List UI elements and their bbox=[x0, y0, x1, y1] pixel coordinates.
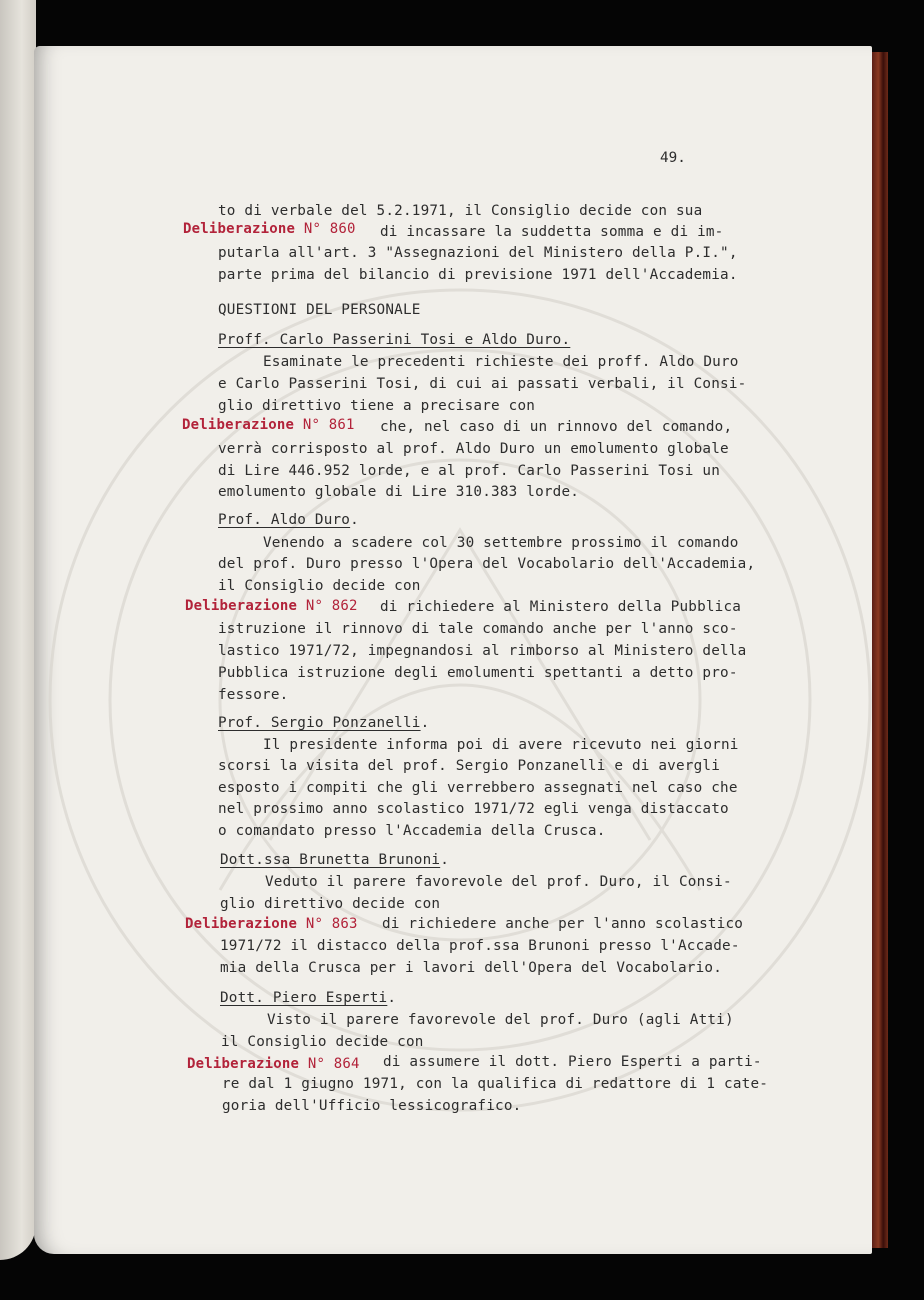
body-line: e Carlo Passerini Tosi, di cui ai passati verbali, il Consi- bbox=[218, 376, 747, 392]
body-line: goria dell'Ufficio lessicografico. bbox=[222, 1098, 522, 1114]
body-line: il Consiglio decide con bbox=[221, 1034, 424, 1050]
book-cover-edge bbox=[872, 52, 888, 1248]
body-line: fessore. bbox=[218, 687, 289, 703]
body-line: Esaminate le precedenti richieste dei proff. Aldo Duro bbox=[263, 354, 739, 370]
intro-line-1: to di verbale del 5.2.1971, il Consiglio decide con sua bbox=[218, 203, 703, 219]
body-line: 1971/72 il distacco della prof.ssa Brunoni presso l'Accade- bbox=[220, 938, 740, 954]
heading-ponzanelli: Prof. Sergio Ponzanelli. bbox=[218, 715, 430, 731]
body-line: che, nel caso di un rinnovo del comando, bbox=[380, 419, 733, 435]
body-line: nel prossimo anno scolastico 1971/72 egli venga distaccato bbox=[218, 801, 729, 817]
body-line: Il presidente informa poi di avere ricevuto nei giorni bbox=[263, 737, 739, 753]
heading-esperti: Dott. Piero Esperti. bbox=[220, 990, 397, 1006]
deliberation-label-863: Deliberazione N° 863 bbox=[185, 916, 358, 932]
body-line: di richiedere al Ministero della Pubblica bbox=[380, 599, 742, 615]
body-line: di richiedere anche per l'anno scolastico bbox=[382, 916, 744, 932]
deliberation-label-860: Deliberazione N° 860 bbox=[183, 221, 356, 237]
body-line: istruzione il rinnovo di tale comando anche per l'anno sco- bbox=[218, 621, 738, 637]
body-line: verrà corrisposto al prof. Aldo Duro un emolumento globale bbox=[218, 441, 729, 457]
body-line: del prof. Duro presso l'Opera del Vocabolario dell'Accademia, bbox=[218, 556, 756, 572]
body-line: mia della Crusca per i lavori dell'Opera del Vocabolario. bbox=[220, 960, 723, 976]
deliberation-label-862: Deliberazione N° 862 bbox=[185, 598, 358, 614]
body-line: glio direttivo decide con bbox=[220, 896, 441, 912]
section-title: QUESTIONI DEL PERSONALE bbox=[218, 302, 421, 318]
heading-brunoni: Dott.ssa Brunetta Brunoni. bbox=[220, 852, 449, 868]
body-line: Veduto il parere favorevole del prof. Duro, il Consi- bbox=[265, 874, 732, 890]
heading-aldo-duro: Prof. Aldo Duro. bbox=[218, 512, 359, 528]
heading-passerini-duro: Proff. Carlo Passerini Tosi e Aldo Duro. bbox=[218, 332, 571, 348]
deliberation-label-864: Deliberazione N° 864 bbox=[187, 1056, 360, 1072]
body-line: emolumento globale di Lire 310.383 lorde. bbox=[218, 484, 580, 500]
intro-line-2: di incassare la suddetta somma e di im- bbox=[380, 224, 724, 240]
body-line: glio direttivo tiene a precisare con bbox=[218, 398, 536, 414]
body-line: o comandato presso l'Accademia della Crusca. bbox=[218, 823, 606, 839]
body-line: scorsi la visita del prof. Sergio Ponzanelli e di avergli bbox=[218, 758, 721, 774]
intro-line-4: parte prima del bilancio di previsione 1971 dell'Accademia. bbox=[218, 267, 738, 283]
body-line: Venendo a scadere col 30 settembre prossimo il comando bbox=[263, 535, 739, 551]
page-number: 49. bbox=[660, 150, 686, 166]
body-line: re dal 1 giugno 1971, con la qualifica di redattore di 1 cate- bbox=[222, 1076, 769, 1092]
body-line: il Consiglio decide con bbox=[218, 578, 421, 594]
body-line: Visto il parere favorevole del prof. Duro (agli Atti) bbox=[267, 1012, 734, 1028]
facing-page-edge bbox=[0, 0, 36, 1260]
body-line: di Lire 446.952 lorde, e al prof. Carlo Passerini Tosi un bbox=[218, 463, 721, 479]
intro-line-3: putarla all'art. 3 "Assegnazioni del Ministero della P.I.", bbox=[218, 245, 738, 261]
body-line: Pubblica istruzione degli emolumenti spettanti a detto pro- bbox=[218, 665, 738, 681]
body-line: di assumere il dott. Piero Esperti a parti- bbox=[383, 1054, 762, 1070]
body-line: esposto i compiti che gli verrebbero assegnati nel caso che bbox=[218, 780, 738, 796]
deliberation-label-861: Deliberazione N° 861 bbox=[182, 417, 355, 433]
body-line: lastico 1971/72, impegnandosi al rimborso al Ministero della bbox=[218, 643, 747, 659]
